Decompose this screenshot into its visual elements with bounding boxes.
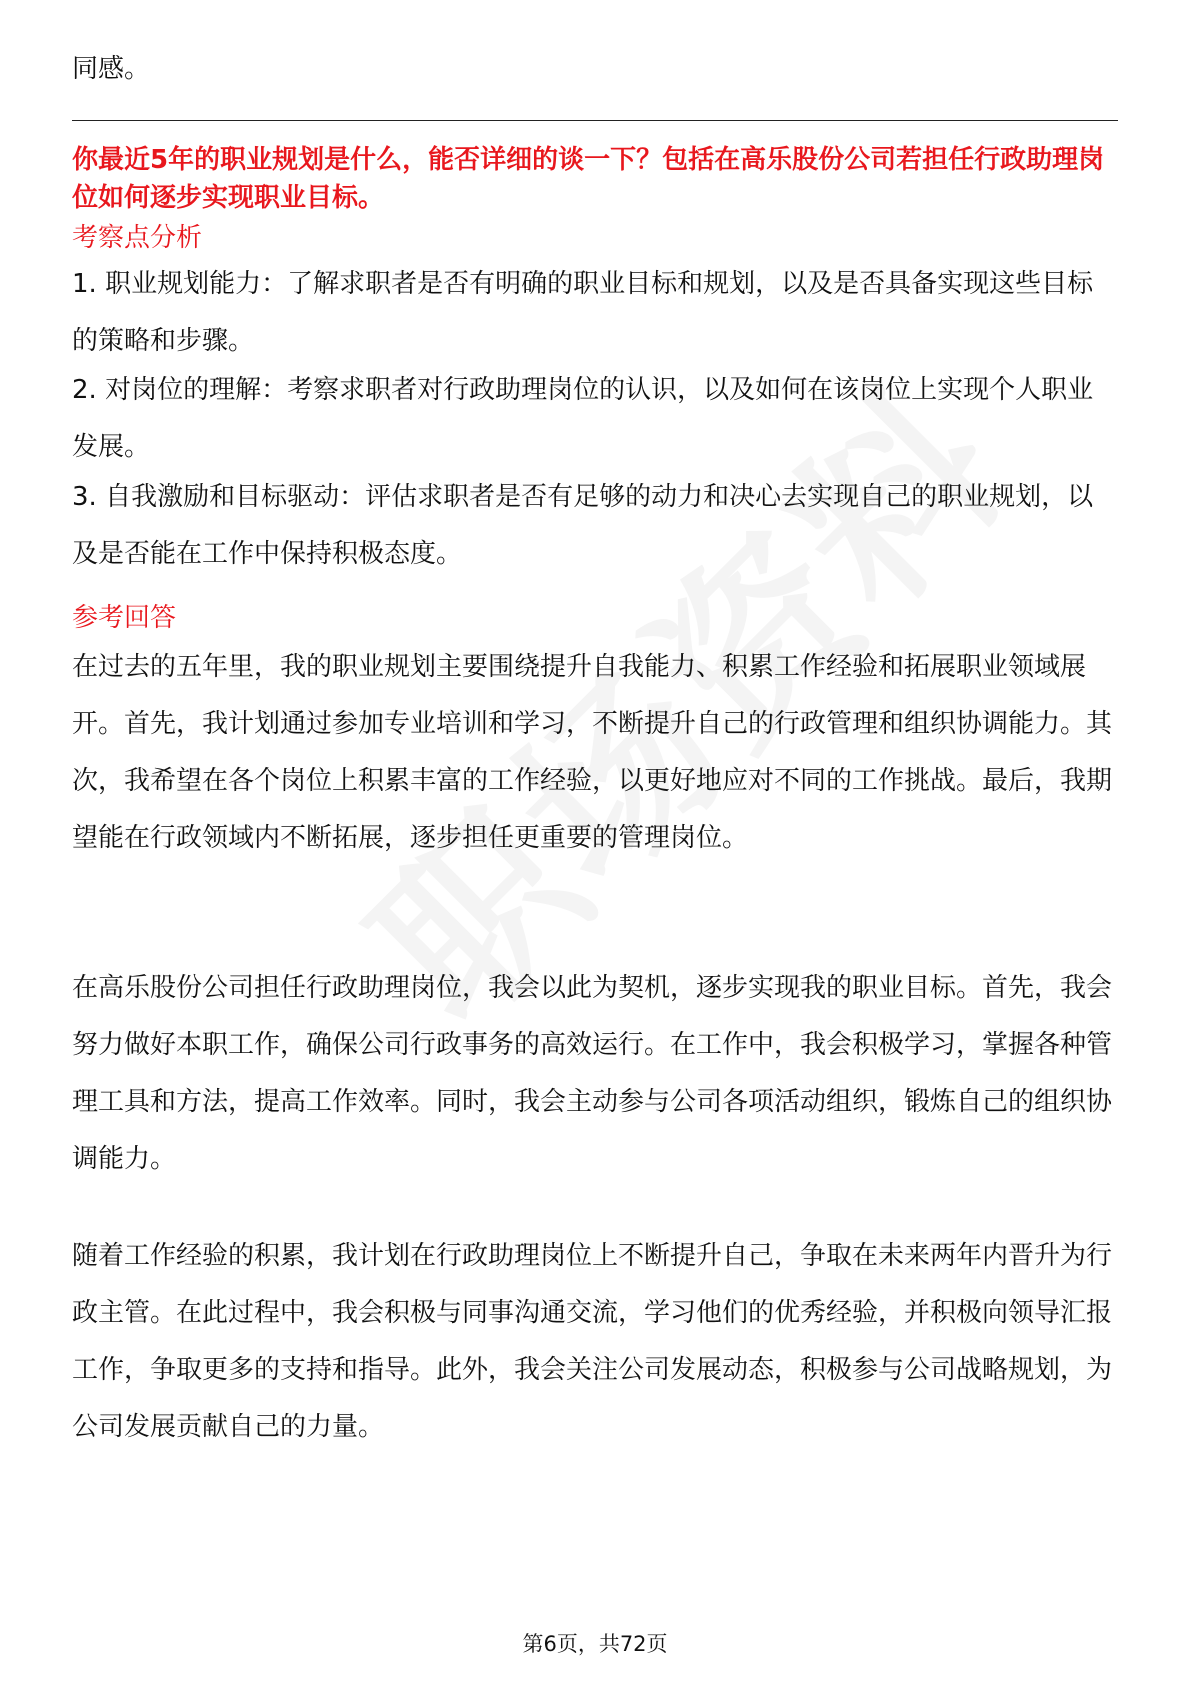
analysis-point-1: 1. 职业规划能力：了解求职者是否有明确的职业目标和规划，以及是否具备实现这些目标的策略和步骤。 bbox=[72, 269, 1094, 356]
section-divider bbox=[72, 120, 1118, 121]
analysis-point-2: 2. 对岗位的理解：考察求职者对行政助理岗位的认识，以及如何在该岗位上实现个人职业发展。 bbox=[72, 375, 1094, 462]
answer-paragraph-1: 在过去的五年里，我的职业规划主要围绕提升自我能力、积累工作经验和拓展职业领域展开。首先，我计划通过参加专业培训和学习，不断提升自己的行政管理和组织协调能力。其次，我希望在各个岗位上积累丰富的工作经验，以更好地应对不同的工作挑战。最后，我期望能在行政领域内不断拓展，逐步担任更重要的管理岗位。 bbox=[72, 652, 1113, 853]
interview-question: 你最近5年的职业规划是什么，能否详细的谈一下？包括在高乐股份公司若担任行政助理岗位如何逐步实现职业目标。 bbox=[72, 145, 1105, 213]
document-page bbox=[72, 0, 1118, 1684]
answer-title: 参考回答 bbox=[72, 603, 177, 633]
answer-paragraph-3: 随着工作经验的积累，我计划在行政助理岗位上不断提升自己，争取在未来两年内晋升为行政主管。在此过程中，我会积极与同事沟通交流，学习他们的优秀经验，并积极向领导汇报工作，争取更多的支持和指导。此外，我会关注公司发展动态，积极参与公司战略规划，为公司发展贡献自己的力量。 bbox=[72, 1241, 1113, 1442]
analysis-title: 考察点分析 bbox=[72, 223, 203, 253]
lead-text: 同感。 bbox=[72, 54, 151, 84]
analysis-point-3: 3. 自我激励和目标驱动：评估求职者是否有足够的动力和决心去实现自己的职业规划，以及是否能在工作中保持积极态度。 bbox=[72, 482, 1094, 569]
answer-paragraph-2: 在高乐股份公司担任行政助理岗位，我会以此为契机，逐步实现我的职业目标。首先，我会努力做好本职工作，确保公司行政事务的高效运行。在工作中，我会积极学习，掌握各种管理工具和方法，提高工作效率。同时，我会主动参与公司各项活动组织，锻炼自己的组织协调能力。 bbox=[72, 973, 1113, 1174]
page-number: 第6页，共72页 bbox=[522, 1632, 668, 1656]
